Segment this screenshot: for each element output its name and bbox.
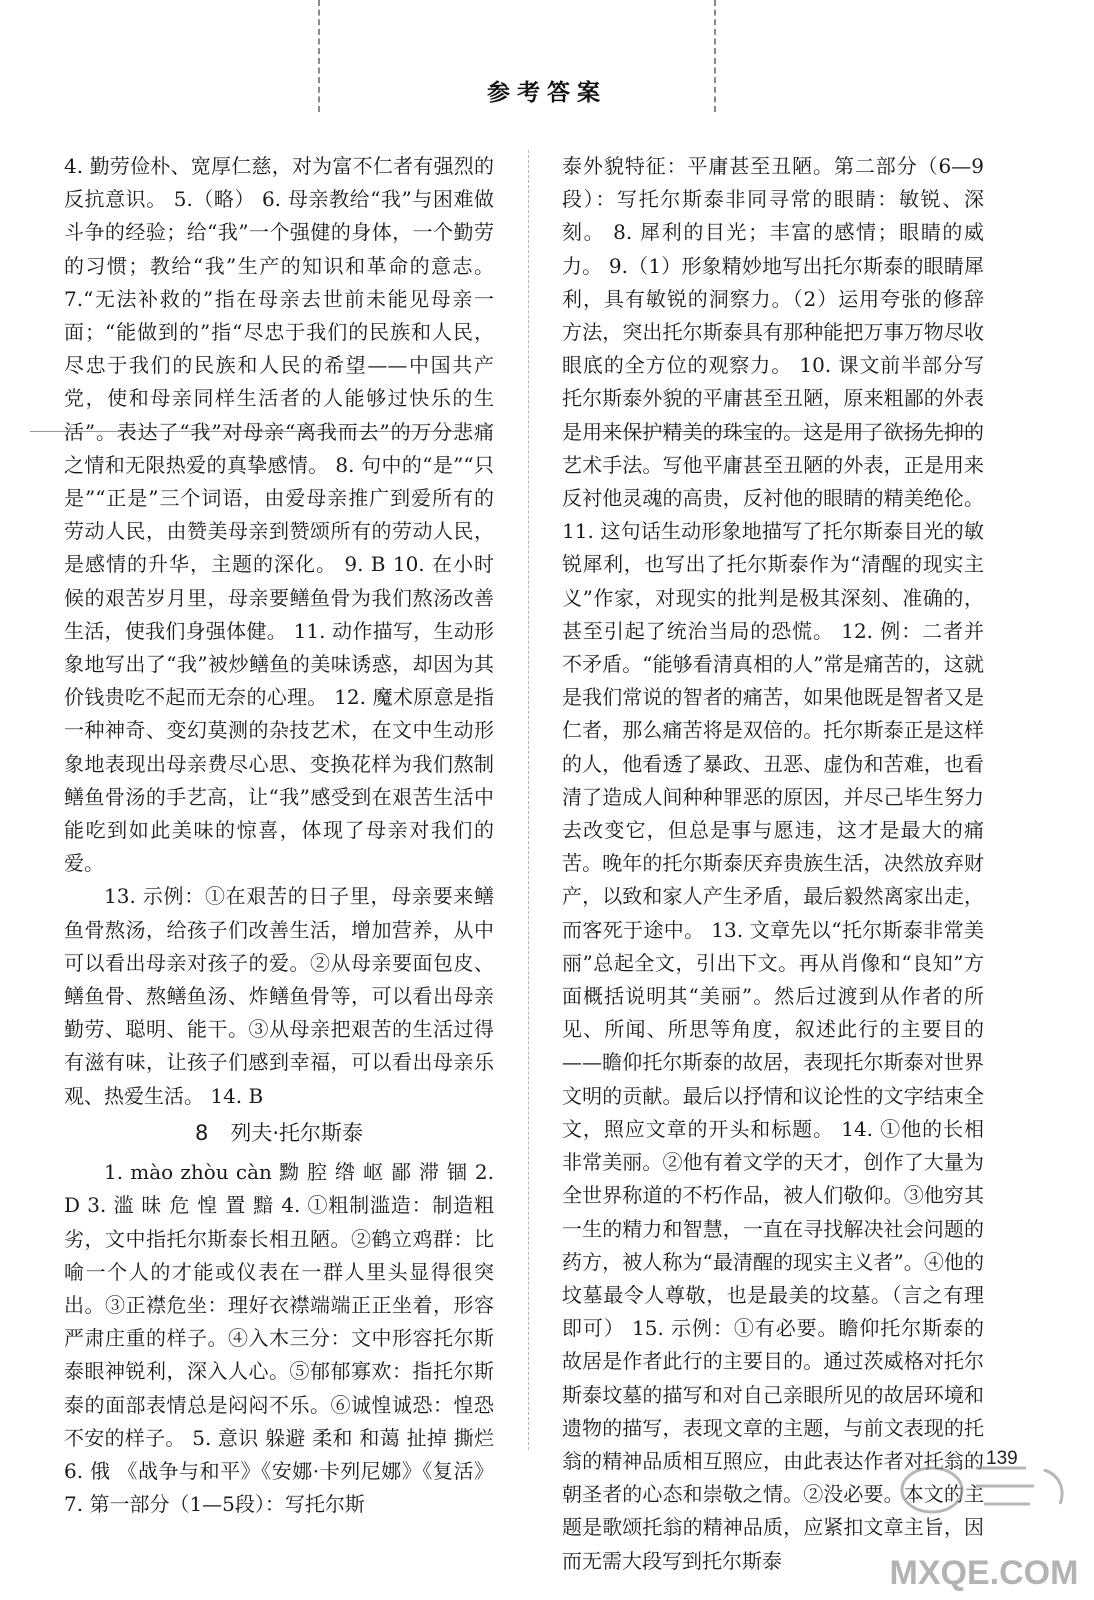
section-number: 8 xyxy=(194,1120,209,1145)
answer-paragraph: 13. 示例：①在艰苦的日子里，母亲要来鳝鱼骨熬汤，给孩子们改善生活，增加营养，从中可以看出母亲对孩子的爱。②从母亲要面包皮、鳝鱼骨、熬鳝鱼汤、炸鳝鱼骨等，可以看出母亲勤劳、聪明、能干。③从母亲把艰苦的生活过得有滋有味，让孩子们感到幸福，可以看出母亲乐观、热爱生活。 14. B xyxy=(64,884,494,1108)
column-divider xyxy=(528,150,529,1450)
answer-paragraph: 泰外貌特征：平庸甚至丑陋。第二部分（6—9段）：写托尔斯泰非同寻常的眼睛：敏锐、深刻。 8. 犀利的目光；丰富的感情；眼睛的威力。 9.（1）形象精妙地写出托尔斯泰的眼睛犀利，具有敏锐的洞察力。（2）运用夸张的修辞方法，突出托尔斯泰具有那种能把万事万物尽收眼底的全方位的观察力。 10. 课文前半部分写托尔斯泰外貌的平庸甚至丑陋，原来粗鄙的外表是用来保护精美的珠宝的。这是用了欲扬先抑的艺术手法。写他平庸甚至丑陋的外表，正是用来反衬他灵魂的高贵，反衬他的眼睛的精美绝伦。 11. 这句话生动形象地描写了托尔斯泰目光的敏锐犀利，也写出了托尔斯泰作为“清醒的现实主义”作家，对现实的批判是极其深刻、准确的，甚至引起了统治当局的恐慌。 12. 例：二者并不矛盾。“能够看清真相的人”常是痛苦的，这就是我们常说的智者的痛苦，如果他既是智者又是仁者，那么痛苦将是双倍的。托尔斯泰正是这样的人，他看透了暴政、丑恶、虚伪和苦难，也看清了造成人间种种罪恶的原因，并尽己毕生努力去改变它，但总是事与愿违，这才是最大的痛苦。晚年的托尔斯泰厌弃贵族生活，决然放弃财产，以致和家人产生矛盾，最后毅然离家出走，而客死于途中。 13. 文章先以“托尔斯泰非常美丽”总起全文，引出下文。再从肖像和“良知”方面概括说明其“美丽”。然后过渡到从作者的所见、所闻、所思等角度，叙述此行的主要目的——瞻仰托尔斯泰的故居，表现托尔斯泰对世界文明的贡献。最后以抒情和议论性的文字结束全文，照应文章的开头和标题。 14. ①他的长相非常美丽。②他有着文学的天才，创作了大量为全世界称道的不朽作品，被人们敬仰。③他穷其一生的精力和智慧，一直在寻找解决社会问题的药方，被人称为“最清醒的现实主义者”。④他的坟墓最令人尊敬，也是最美的坟墓。（言之有理即可） 15. 示例：①有必要。瞻仰托尔斯泰的故居是作者此行的主要目的。通过茨威格对托尔斯泰坟墓的描写和对自己亲眼所见的故居环境和遗物的描写，表现文章的主题，与前文表现的托翁的精神品质相互照应，由此表达作者对托翁的朝圣者的心态和崇敬之情。②没必要。本文的主题是歌颂托翁的精神品质，应紧扣文章主旨，因而无需大段写到托尔斯泰 xyxy=(562,154,984,1573)
watermark-logo xyxy=(884,1450,1084,1598)
section-heading xyxy=(64,1117,494,1150)
watermark-strokes xyxy=(976,1468,1034,1504)
answer-paragraph: 1. mào zhòu càn 黝 腔 绺 岖 鄙 滞 锢 2. D 3. 滥 昧 危 惶 置 黯 4. ①粗制滥造：制造粗劣，文中指托尔斯泰长相丑陋。②鹤立鸡群：比喻一个人的才能或仪表在一群人里头显得很突出。③正襟危坐：理好衣襟端端正正坐着，形容严肃庄重的样子。④入木三分：文中形容托尔斯泰眼神锐利，深入人心。⑤郁郁寡欢：指托尔斯泰的面部表情总是闷闷不乐。⑥诚惶诚恐：惶恐不安的样子。 5. 意识 躲避 柔和 和蔼 扯掉 撕烂 6. 俄 《战争与和平》《安娜·卡列尼娜》《复活》 7. 第一部分（1—5段）：写托尔斯 xyxy=(64,1160,494,1517)
watermark-bubble-icon xyxy=(902,1468,962,1512)
watermark-text: MXQE.COM xyxy=(889,1554,1079,1592)
section-title: 列夫·托尔斯泰 xyxy=(230,1120,364,1145)
page-title: 参考答案 xyxy=(487,80,607,106)
answer-paragraph: 4. 勤劳俭朴、宽厚仁慈，对为富不仁者有强烈的反抗意识。 5.（略） 6. 母亲教给“我”与困难做斗争的经验；给“我”一个强健的身体，一个勤劳的习惯；教给“我”生产的知识和革命的意志。 7.“无法补救的”指在母亲去世前未能见母亲一面；“能做到的”指“尽忠于我们的民族和人民，尽忠于我们的民族和人民的希望——中国共产党，使和母亲同样生活者的人能够过快乐的生活”。表达了“我”对母亲“离我而去”的万分悲痛之情和无限热爱的真挚感情。 8. 句中的“是”“只是”“正是”三个词语，由爱母亲推广到爱所有的劳动人民，由赞美母亲到赞颂所有的劳动人民，是感情的升华，主题的深化。 9. B 10. 在小时候的艰苦岁月里，母亲要鳝鱼骨为我们熬汤改善生活，使我们身强体健。 11. 动作描写，生动形象地写出了“我”被炒鳝鱼的美味诱惑，却因为其价钱贵吃不起而无奈的心理。 12. 魔术原意是指一种神奇、变幻莫测的杂技艺术，在文中生动形象地表现出母亲费尽心思、变换花样为我们熬制鳝鱼骨汤的手艺高，让“我”感受到在艰苦生活中能吃到如此美味的惊喜，体现了母亲对我们的爱。 xyxy=(64,154,494,876)
page-number: 139 xyxy=(986,1448,1018,1469)
right-column xyxy=(562,150,984,1578)
left-column xyxy=(64,150,494,1521)
